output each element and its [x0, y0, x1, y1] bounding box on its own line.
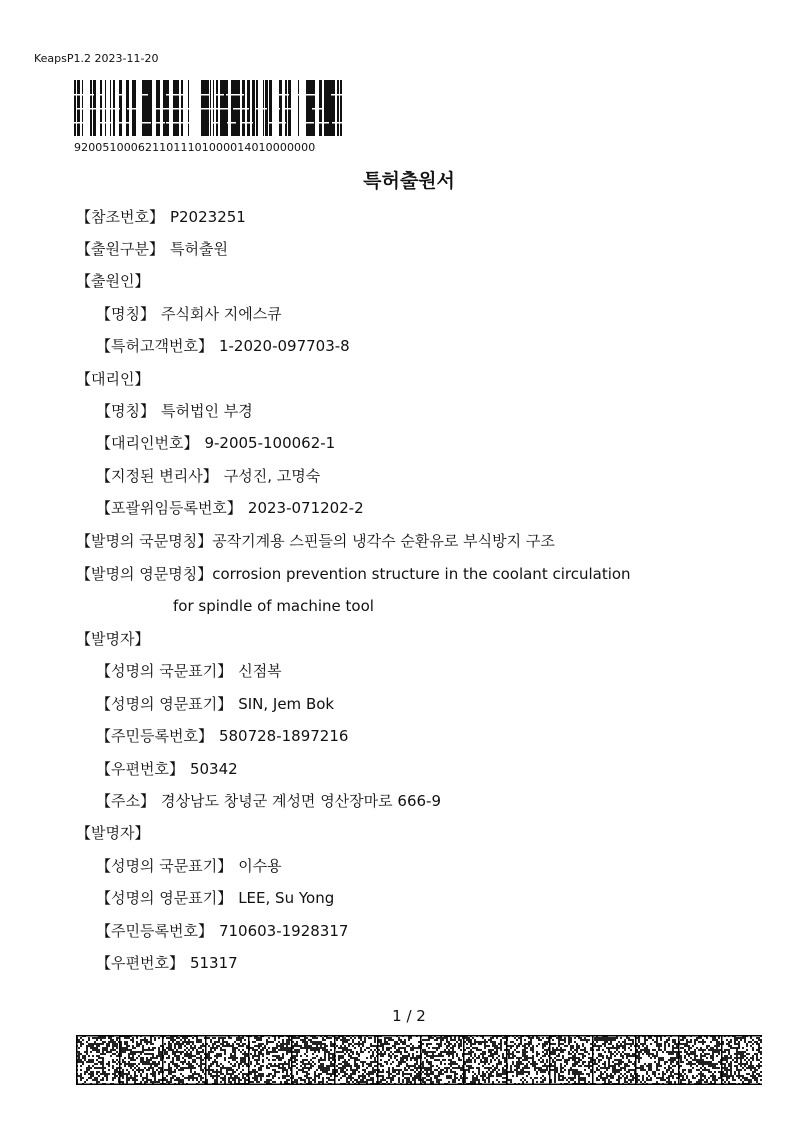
- section-agent: [76, 369, 149, 389]
- field-label: 【명칭】: [96, 305, 155, 323]
- field-postal-code: [96, 953, 238, 973]
- page-indicator: 1 / 2: [392, 1007, 426, 1025]
- field-label: 【특허고객번호】: [96, 337, 213, 355]
- field-customer-number: [96, 336, 350, 356]
- field-value: 580728-1897216: [218, 727, 349, 745]
- field-label: 【성명의 영문표기】: [96, 889, 233, 907]
- field-label: 【출원구분】: [76, 240, 164, 258]
- field-value: SIN, Jem Bok: [238, 695, 335, 713]
- field-reference-number: [76, 207, 246, 227]
- field-label: 【대리인번호】: [96, 434, 199, 452]
- field-resident-number: [96, 726, 348, 746]
- field-label: 【지정된 변리사】: [96, 467, 218, 485]
- field-value: 주식회사 지에스큐: [160, 305, 282, 323]
- section-inventor: [76, 823, 149, 843]
- field-address: [96, 791, 441, 811]
- field-power-of-attorney-number: [96, 498, 364, 518]
- document-title: 특허출원서: [363, 170, 455, 192]
- section-label: 【출원인】: [76, 272, 150, 290]
- field-inventor-name-korean: [96, 661, 282, 681]
- section-label: 【발명자】: [76, 824, 150, 842]
- field-label: 【주민등록번호】: [96, 727, 213, 745]
- section-inventor: [76, 629, 149, 649]
- section-applicant: [76, 271, 149, 291]
- field-invention-title-korean: [76, 531, 555, 551]
- field-label: 【성명의 영문표기】: [96, 695, 233, 713]
- field-value: 경상남도 창녕군 계성면 영산장마로 666-9: [160, 792, 441, 810]
- field-value: 1-2020-097703-8: [218, 337, 350, 355]
- field-agent-name: [96, 401, 253, 421]
- field-value: P2023251: [169, 208, 246, 226]
- field-designated-attorney: [96, 466, 320, 486]
- field-application-type: [76, 239, 228, 259]
- field-value: 2023-071202-2: [247, 499, 364, 517]
- field-label: 【발명의 영문명칭】: [76, 565, 213, 583]
- field-resident-number: [96, 921, 348, 941]
- field-value: LEE, Su Yong: [238, 889, 335, 907]
- field-value: 신점복: [238, 662, 282, 680]
- field-label: 【참조번호】: [76, 208, 164, 226]
- field-label: 【주소】: [96, 792, 155, 810]
- field-value: 50342: [189, 760, 238, 778]
- field-label: 【우편번호】: [96, 954, 184, 972]
- field-value: 특허법인 부경: [160, 402, 253, 420]
- section-label: 【대리인】: [76, 370, 150, 388]
- field-inventor-name-english: [96, 888, 334, 908]
- field-label: 【우편번호】: [96, 760, 184, 778]
- field-value: 이수용: [238, 857, 282, 875]
- field-value: 51317: [189, 954, 238, 972]
- field-value: 특허출원: [169, 240, 228, 258]
- field-invention-title-english: [76, 564, 631, 584]
- field-value: 710603-1928317: [218, 922, 349, 940]
- field-value: for spindle of machine tool: [173, 597, 374, 615]
- barcode-image: [74, 80, 342, 136]
- field-label: 【주민등록번호】: [96, 922, 213, 940]
- field-applicant-name: [96, 304, 282, 324]
- field-label: 【명칭】: [96, 402, 155, 420]
- field-label: 【포괄위임등록번호】: [96, 499, 242, 517]
- field-inventor-name-korean: [96, 856, 282, 876]
- field-label: 【성명의 국문표기】: [96, 662, 233, 680]
- field-value: 공작기계용 스핀들의 냉각수 순환유로 부식방지 구조: [212, 532, 555, 550]
- field-inventor-name-english: [96, 694, 334, 714]
- field-agent-number: [96, 433, 335, 453]
- field-value: 9-2005-100062-1: [204, 434, 336, 452]
- section-label: 【발명자】: [76, 630, 150, 648]
- field-value: corrosion prevention structure in the coolant circulation: [212, 565, 631, 583]
- barcode-number: 9200510006211011101000014010000000: [74, 141, 316, 154]
- field-value: 구성진, 고명숙: [223, 467, 321, 485]
- field-postal-code: [96, 759, 238, 779]
- version-label: KeapsP1.2 2023-11-20: [34, 52, 159, 65]
- 2d-barcode-image: [76, 1035, 762, 1085]
- field-label: 【발명의 국문명칭】: [76, 532, 213, 550]
- field-invention-title-english-continued: [173, 596, 374, 616]
- field-label: 【성명의 국문표기】: [96, 857, 233, 875]
